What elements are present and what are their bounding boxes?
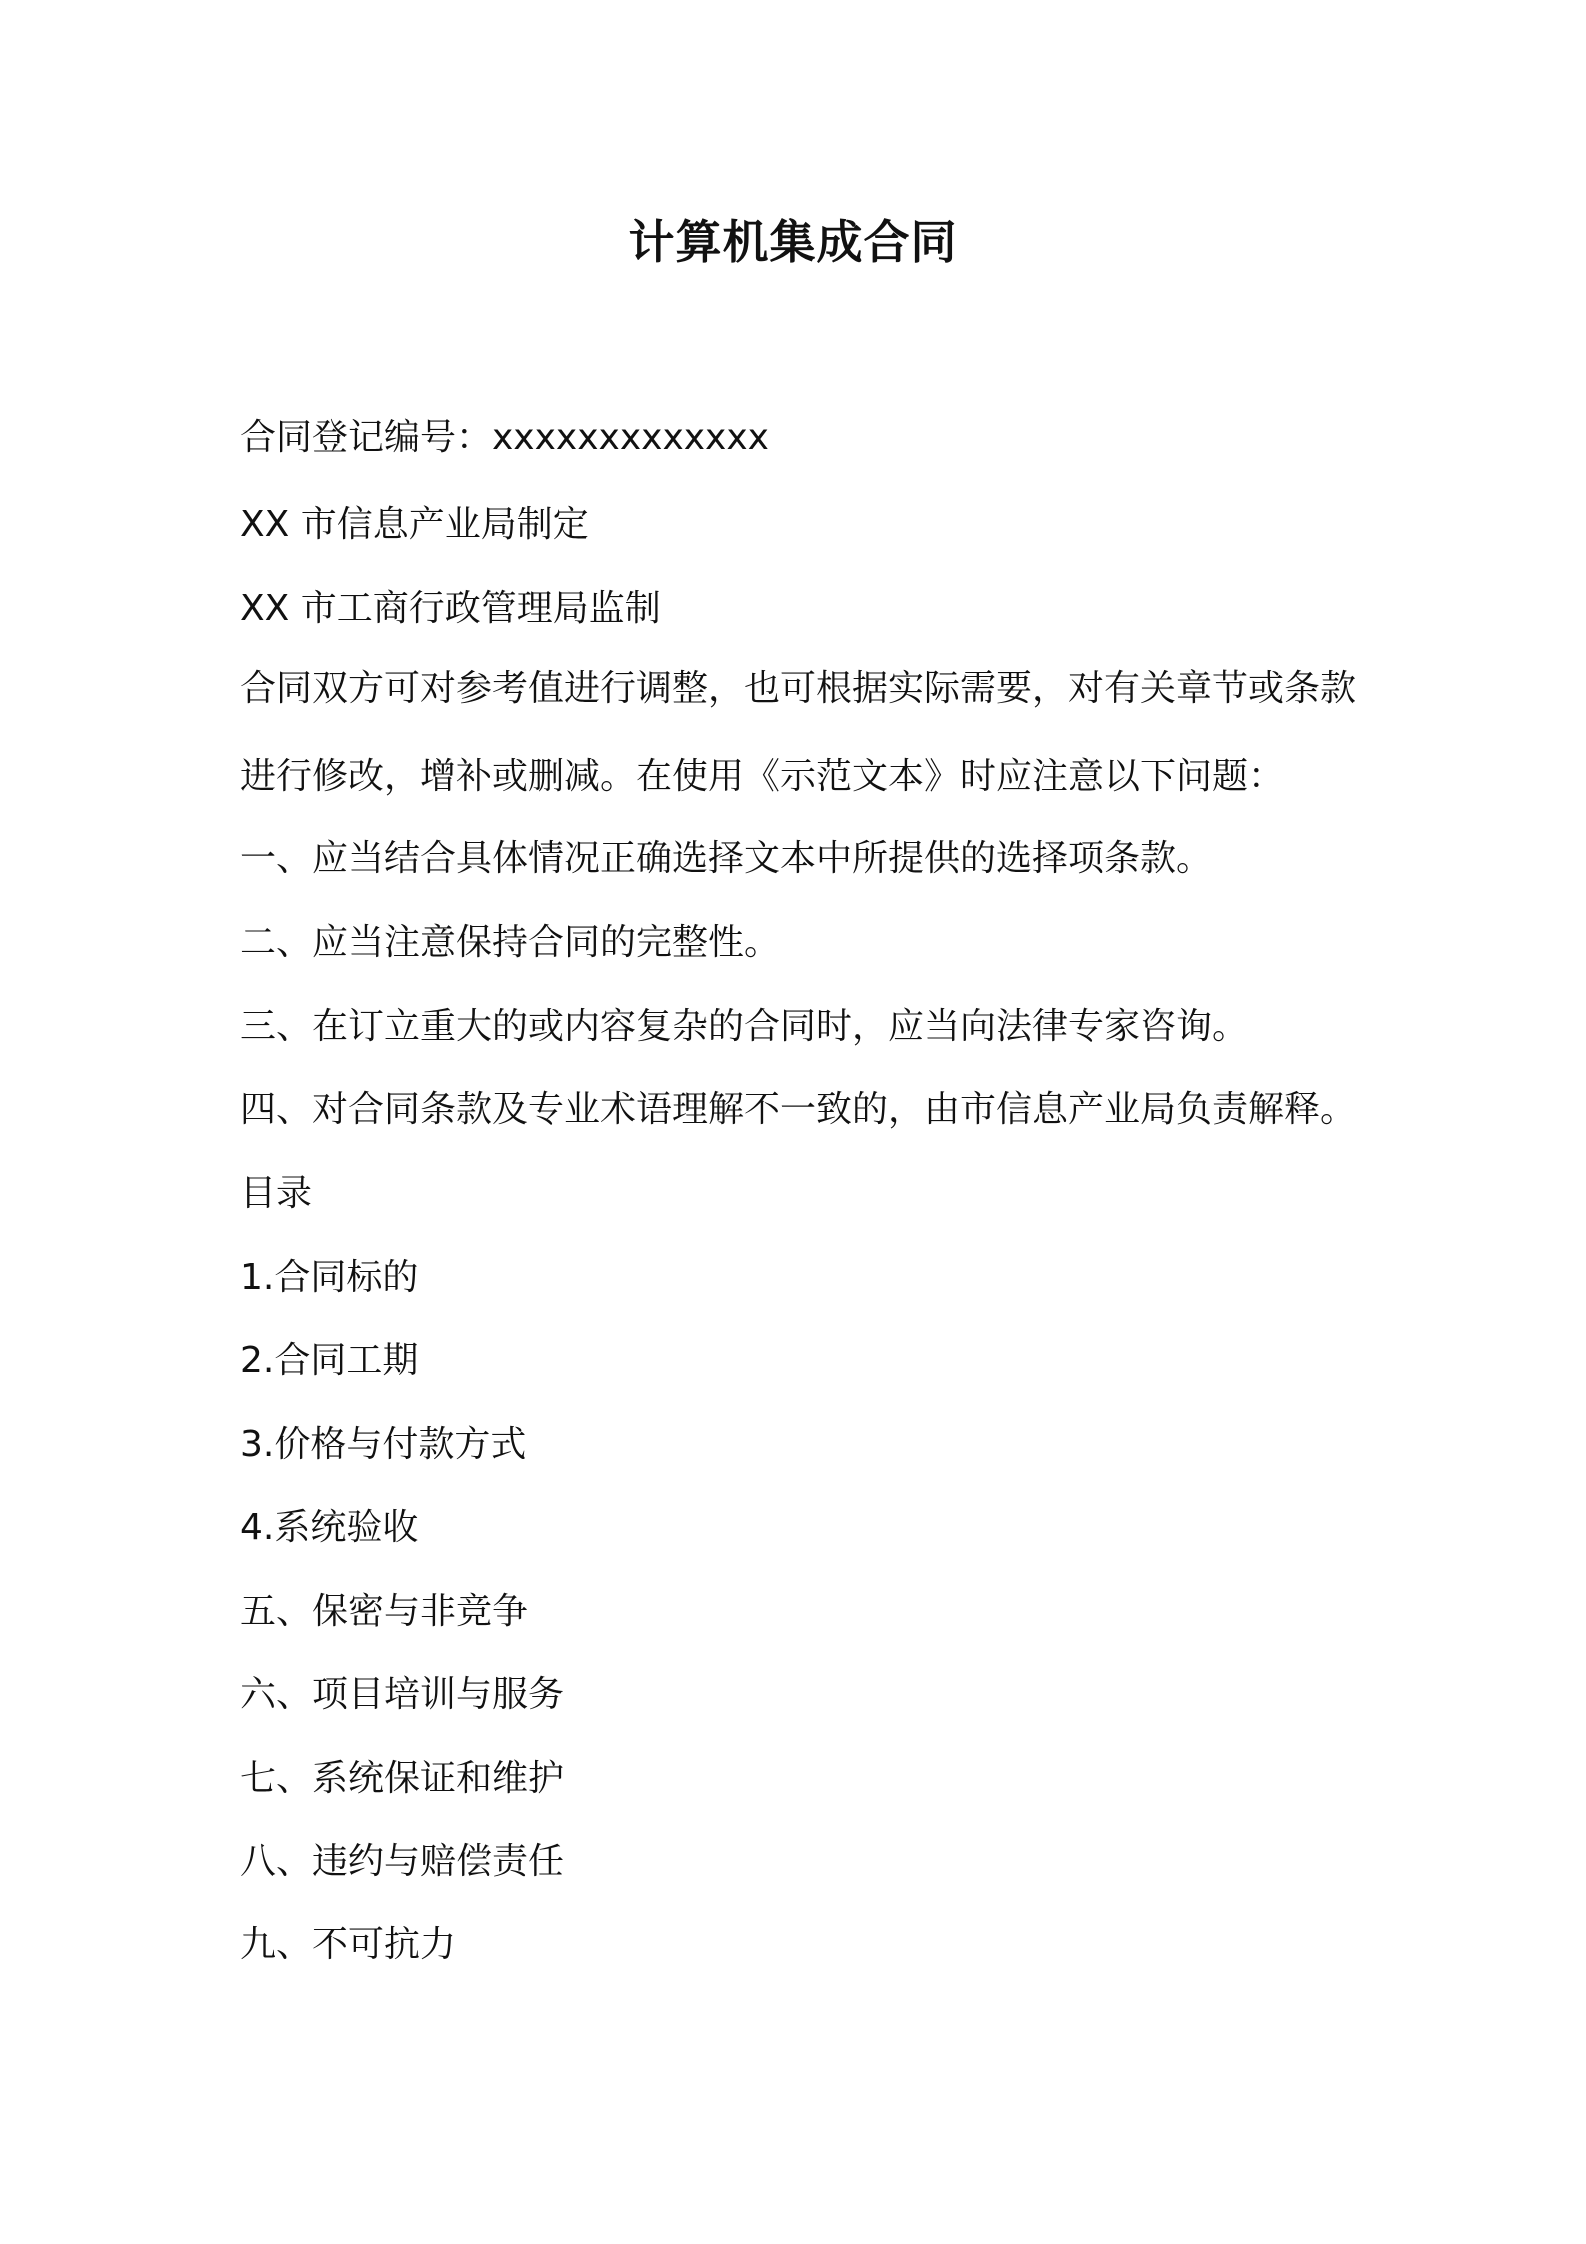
issuer-line: XX 市信息产业局制定 — [240, 504, 589, 545]
note-item: 四、对合同条款及专业术语理解不一致的，由市信息产业局负责解释。 — [240, 1089, 1357, 1130]
note-item: 二、应当注意保持合同的完整性。 — [240, 922, 781, 963]
toc-item: 2.合同工期 — [240, 1340, 419, 1381]
toc-item: 3.价格与付款方式 — [240, 1424, 527, 1465]
toc-heading: 目录 — [240, 1173, 313, 1214]
toc-item: 六、项目培训与服务 — [240, 1674, 565, 1715]
supervisor-line: XX 市工商行政管理局监制 — [240, 588, 661, 629]
note-item: 一、应当结合具体情况正确选择文本中所提供的选择项条款。 — [240, 838, 1213, 879]
notice-paragraph: 合同双方可对参考值进行调整，也可根据实际需要，对有关章节或条款进行修改，增补或删减。在使用《示范文本》时应注意以下问题： — [240, 668, 1357, 797]
toc-item: 五、保密与非竞争 — [240, 1591, 529, 1632]
toc-item: 1.合同标的 — [240, 1257, 419, 1298]
toc-item: 八、违约与赔偿责任 — [240, 1841, 565, 1882]
note-item: 三、在订立重大的或内容复杂的合同时，应当向法律专家咨询。 — [240, 1006, 1249, 1047]
registration-number: 合同登记编号：xxxxxxxxxxxxx — [240, 417, 769, 458]
toc-item: 七、系统保证和维护 — [240, 1758, 565, 1799]
toc-item: 九、不可抗力 — [240, 1924, 457, 1965]
document-title: 计算机集成合同 — [628, 215, 958, 269]
toc-item: 4.系统验收 — [240, 1507, 419, 1548]
